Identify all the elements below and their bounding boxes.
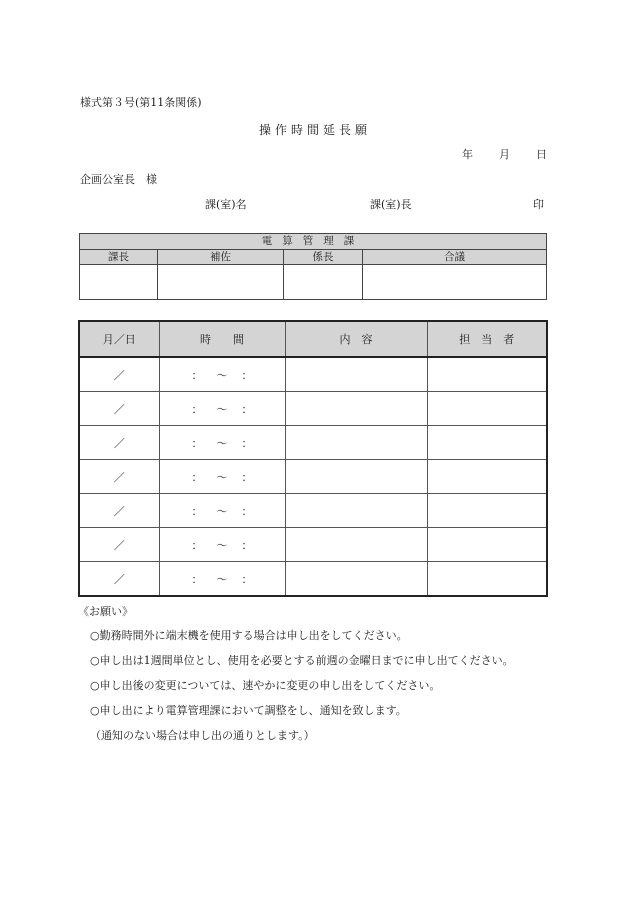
time-end-colon: ： (241, 368, 253, 382)
approval-table (79, 233, 547, 300)
time-end-colon: ： (241, 572, 253, 586)
notes-title: 《お願い》 (78, 605, 133, 618)
time-start-colon: ： (191, 368, 203, 382)
date-cell[interactable]: ／ (79, 494, 159, 528)
schedule-header-date: 月／日 (79, 321, 159, 357)
schedule-header-content: 内 容 (285, 321, 427, 357)
date-line (462, 149, 547, 160)
content-cell[interactable] (285, 528, 427, 562)
time-start-colon: ： (191, 402, 203, 416)
person-cell[interactable] (427, 528, 547, 562)
time-tilde: 〜 (216, 504, 228, 518)
form-number: 様式第３号(第11条関係) (80, 96, 202, 109)
date-cell[interactable]: ／ (79, 357, 159, 392)
time-cell[interactable] (159, 426, 285, 460)
approval-col-consultation: 合議 (363, 250, 547, 265)
document-title: 操作時間延長願 (258, 123, 371, 137)
time-end-colon: ： (241, 470, 253, 484)
approval-col-section-chief: 課長 (80, 250, 158, 265)
content-cell[interactable] (285, 426, 427, 460)
approval-col-assistant: 補佐 (158, 250, 284, 265)
time-tilde: 〜 (216, 436, 228, 450)
date-year-label: 年 (462, 148, 473, 161)
time-start-colon: ： (191, 436, 203, 450)
schedule-row (79, 528, 547, 562)
person-cell[interactable] (427, 460, 547, 494)
stamp-box-assistant[interactable] (158, 265, 284, 300)
approval-col-subsection-chief: 係長 (284, 250, 363, 265)
time-tilde: 〜 (216, 368, 228, 382)
schedule-table (78, 320, 548, 597)
schedule-row (79, 562, 547, 597)
time-tilde: 〜 (216, 470, 228, 484)
date-month-label: 月 (499, 148, 510, 161)
time-cell[interactable] (159, 392, 285, 426)
person-cell[interactable] (427, 562, 547, 597)
schedule-row (79, 460, 547, 494)
time-tilde: 〜 (216, 538, 228, 552)
time-tilde: 〜 (216, 572, 228, 586)
time-end-colon: ： (241, 538, 253, 552)
schedule-header-person: 担 当 者 (427, 321, 547, 357)
time-cell[interactable] (159, 494, 285, 528)
date-cell[interactable]: ／ (79, 460, 159, 494)
time-cell[interactable] (159, 562, 285, 597)
schedule-row (79, 392, 547, 426)
person-cell[interactable] (427, 392, 547, 426)
addressee: 企画公室長 様 (80, 173, 157, 186)
dept-name-label: 課(室)名 (205, 198, 247, 211)
date-cell[interactable]: ／ (79, 392, 159, 426)
content-cell[interactable] (285, 460, 427, 494)
time-start-colon: ： (191, 538, 203, 552)
schedule-header-time: 時 間 (159, 321, 285, 357)
time-cell[interactable] (159, 357, 285, 392)
time-cell[interactable] (159, 460, 285, 494)
stamp-box-section-chief[interactable] (80, 265, 158, 300)
time-end-colon: ： (241, 504, 253, 518)
note-item: （通知のない場合は申し出の通りとします。） (90, 729, 315, 742)
stamp-box-consultation[interactable] (363, 265, 547, 300)
date-cell[interactable]: ／ (79, 426, 159, 460)
time-cell[interactable] (159, 528, 285, 562)
person-cell[interactable] (427, 494, 547, 528)
approval-title: 電算管理課 (80, 234, 547, 250)
content-cell[interactable] (285, 392, 427, 426)
person-cell[interactable] (427, 426, 547, 460)
note-item: ○申し出後の変更については、速やかに変更の申し出をしてください。 (90, 679, 441, 692)
dept-head-label: 課(室)長 (370, 198, 412, 211)
content-cell[interactable] (285, 357, 427, 392)
note-item: ○申し出は1週間単位とし、使用を必要とする前週の金曜日までに申し出てください。 (90, 654, 514, 667)
stamp-box-subsection-chief[interactable] (284, 265, 363, 300)
date-cell[interactable]: ／ (79, 562, 159, 597)
person-cell[interactable] (427, 357, 547, 392)
time-end-colon: ： (241, 402, 253, 416)
time-tilde: 〜 (216, 402, 228, 416)
seal-label: 印 (533, 198, 544, 211)
content-cell[interactable] (285, 494, 427, 528)
schedule-row (79, 426, 547, 460)
content-cell[interactable] (285, 562, 427, 597)
note-item: ○勤務時間外に端末機を使用する場合は申し出をしてください。 (90, 629, 408, 642)
schedule-row (79, 357, 547, 392)
date-cell[interactable]: ／ (79, 528, 159, 562)
time-start-colon: ： (191, 572, 203, 586)
time-start-colon: ： (191, 504, 203, 518)
time-end-colon: ： (241, 436, 253, 450)
schedule-row (79, 494, 547, 528)
note-item: ○申し出により電算管理課において調整をし、通知を致します。 (90, 704, 407, 717)
date-day-label: 日 (536, 148, 547, 161)
time-start-colon: ： (191, 470, 203, 484)
